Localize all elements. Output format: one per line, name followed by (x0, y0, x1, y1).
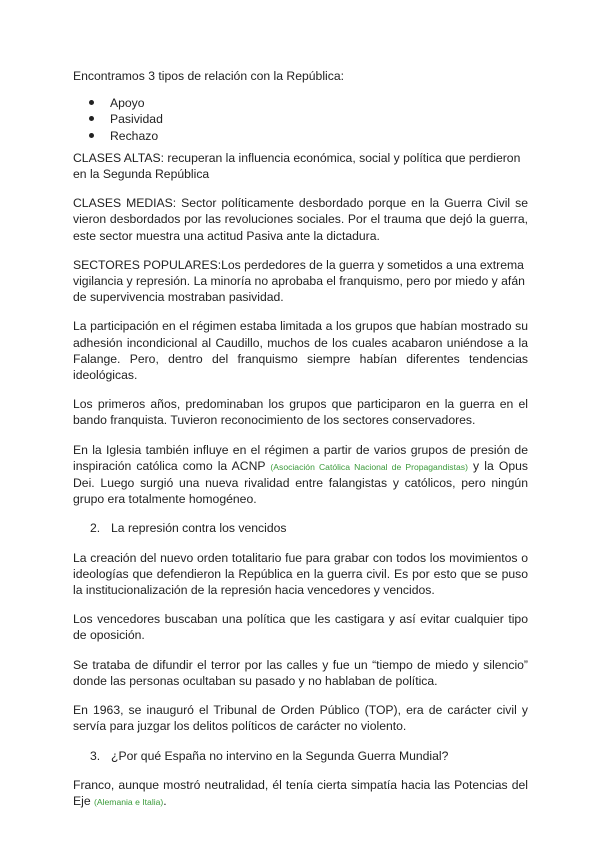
section-number: 2. (90, 521, 101, 536)
section-number: 3. (90, 748, 101, 763)
eje-note: (Alemania e Italia) (94, 796, 164, 807)
sectores-populares-paragraph: SECTORES POPULARES:Los perdedores de la guerra y sometidos a una extrema vigilancia y represión. La minoría no aprobaba el franquismo, pero por miedo y afán de supervivencia mostraban pasividad. (73, 257, 525, 305)
section-heading-represion (73, 520, 528, 536)
participacion-paragraph: La participación en el régimen estaba limitada a los grupos que habían mostrado su adhesión incondicional al Caudillo, muchos de los cuales acabaron uniéndose a la Falange. Pero, dentro del franquismo siempre habían diferentes tendencias ideológicas. (73, 319, 528, 383)
franco-paragraph (73, 777, 528, 810)
list-item (73, 128, 528, 144)
bullet-icon (89, 100, 94, 105)
section-title: ¿Por qué España no intervino en la Segunda Guerra Mundial? (111, 748, 449, 763)
primeros-anos-paragraph: Los primeros años, predominaban los grupos que participaron en la guerra en el bando franquista. Tuvieron reconocimiento de los sectores conservadores. (73, 397, 528, 428)
clases-medias-paragraph: CLASES MEDIAS: Sector políticamente desbordado porque en la Guerra Civil se vieron desbordados por las revoluciones sociales. Por el trauma que dejó la guerra, este sector muestra una actitud Pasiva ante la dictadura. (73, 196, 528, 243)
franco-text-start: Franco, aunque mostró neutralidad, él tenía cierta simpatía hacia las Potencias del Eje (73, 777, 528, 808)
franco-text-end: . (163, 793, 167, 808)
bullet-icon (89, 133, 94, 138)
intro-paragraph: Encontramos 3 tipos de relación con la República: (73, 69, 344, 83)
clases-altas-paragraph: CLASES ALTAS: recuperan la influencia económica, social y política que perdieron en la Segunda República (73, 150, 521, 182)
terror-paragraph: Se trataba de difundir el terror por las calles y fue un “tiempo de miedo y silencio” donde las personas ocultaban su pasado y no hablaban de política. (73, 657, 528, 688)
iglesia-paragraph (73, 442, 528, 508)
section-title: La represión contra los vencidos (111, 521, 287, 536)
iglesia-text-start: En la Iglesia también influye en el régimen a partir de varios grupos de presión de inspiración católica como la ACNP (73, 442, 528, 473)
bullet-icon (89, 116, 94, 121)
list-item (73, 95, 528, 111)
list-item-label: Rechazo (110, 128, 159, 143)
relation-types-list (73, 95, 528, 144)
list-item (73, 111, 528, 127)
list-item-label: Apoyo (110, 96, 145, 111)
vencedores-paragraph: Los vencedores buscaban una política que les castigara y así evitar cualquier tipo de oposición. (73, 612, 528, 643)
document-body (73, 68, 528, 810)
iglesia-text-end: y la Opus Dei. Luego surgió una nueva rivalidad entre falangistas y católicos, pero ningún grupo era totalmente homogéneo. (73, 458, 528, 507)
acnp-note: (Asociación Católica Nacional de Propagandistas) (270, 461, 468, 472)
list-item-label: Pasividad (110, 112, 163, 127)
section-heading-guerra-mundial (73, 748, 528, 764)
tribunal-paragraph: En 1963, se inauguró el Tribunal de Orden Público (TOP), era de carácter civil y servía para juzgar los delitos políticos de carácter no violento. (73, 703, 528, 734)
creacion-paragraph: La creación del nuevo orden totalitario fue para grabar con todos los movimientos o ideologías que defendieron la República en la guerra civil. Es por esto que se puso la institucionalización de la represión hacia vencedores y vencidos. (73, 550, 528, 598)
